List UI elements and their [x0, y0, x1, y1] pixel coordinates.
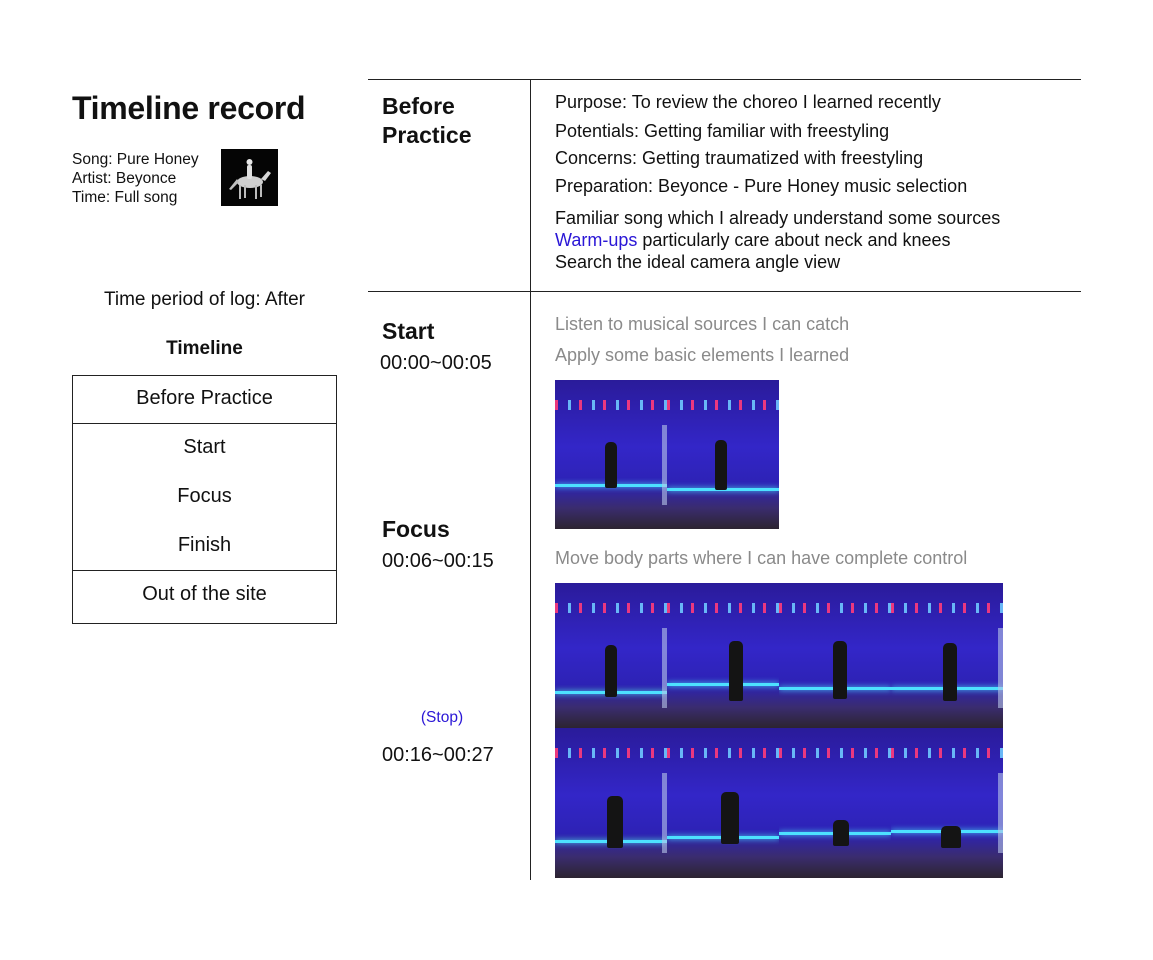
focus-video-frame: [779, 583, 891, 728]
album-cover-image: [221, 149, 278, 206]
dancer-figure: [605, 645, 617, 697]
start-line-1: Listen to musical sources I can catch: [555, 314, 850, 334]
dancer-figure: [607, 796, 623, 848]
timeline-item-finish[interactable]: Finish: [177, 534, 232, 556]
artist-name: Artist: Beyonce: [72, 170, 177, 187]
dancer-figure: [833, 820, 849, 846]
before-practice-title: Before Practice: [382, 93, 472, 148]
table-top-border: [368, 79, 1081, 80]
dancer-figure: [721, 792, 739, 844]
focus-time: 00:06~00:15: [382, 550, 494, 572]
table-row-divider: [368, 291, 1081, 292]
stage-lights: [667, 748, 779, 758]
stage-floor: [667, 683, 779, 686]
dancer-figure: [729, 641, 743, 701]
note-camera-angle: Search the ideal camera angle view: [555, 252, 841, 272]
focus-video-frame: [891, 728, 1003, 878]
timeline-nav: [72, 375, 337, 624]
dancer-figure: [943, 643, 957, 701]
song-meta: [72, 150, 199, 207]
stage-pillar: [998, 773, 1003, 853]
page-title: Timeline record: [72, 90, 306, 126]
start-line-2: Apply some basic elements I learned: [555, 345, 850, 365]
dancer-figure: [833, 641, 847, 699]
start-video-frame: [555, 380, 667, 529]
dancer-figure: [715, 440, 727, 490]
timeline-divider: [73, 570, 336, 571]
focus-video-frame: [667, 728, 779, 878]
start-title: Start: [382, 318, 435, 344]
stage-lights: [667, 400, 779, 410]
timeline-heading: Timeline: [166, 338, 243, 359]
stage-lights: [555, 603, 667, 613]
timeline-item-start[interactable]: Start: [183, 436, 226, 458]
dancer-figure: [605, 442, 617, 488]
timeline-item-focus[interactable]: Focus: [177, 485, 232, 507]
purpose-text: Purpose: To review the choreo I learned recently: [555, 92, 941, 112]
focus-video-frame: [555, 728, 667, 878]
stage-lights: [555, 748, 667, 758]
timeline-item-before-practice[interactable]: Before Practice: [136, 387, 273, 409]
start-time: 00:00~00:05: [380, 352, 492, 374]
concerns-text: Concerns: Getting traumatized with freestyling: [555, 148, 924, 168]
preparation-text: Preparation: Beyonce - Pure Honey music selection: [555, 176, 968, 196]
focus-line-1: Move body parts where I can have complete control: [555, 548, 968, 568]
stage-pillar: [998, 628, 1003, 708]
log-period-label: Time period of log: After: [103, 289, 305, 310]
timeline-item-out-of-site[interactable]: Out of the site: [142, 583, 267, 605]
stage-lights: [555, 400, 667, 410]
focus-video-frame: [555, 583, 667, 728]
potentials-text: Potentials: Getting familiar with freestyling: [555, 121, 890, 141]
stop-time: 00:16~00:27: [382, 744, 494, 766]
stage-lights: [667, 603, 779, 613]
table-column-divider: [530, 79, 531, 880]
focus-video-frame: [667, 583, 779, 728]
stage-lights: [779, 748, 891, 758]
stage-lights: [891, 603, 1003, 613]
focus-title: Focus: [382, 516, 450, 542]
timeline-divider: [73, 423, 336, 424]
note-familiar-song: Familiar song which I already understand some sources: [555, 208, 1001, 228]
dancer-figure: [941, 826, 961, 848]
horse-rider-icon: [221, 149, 278, 206]
stage-lights: [779, 603, 891, 613]
warmups-text: particularly care about neck and knees: [637, 230, 951, 250]
song-name: Song: Pure Honey: [72, 151, 199, 168]
focus-video-frame: [779, 728, 891, 878]
note-warmups: [555, 230, 951, 251]
warmups-link[interactable]: Warm-ups: [555, 230, 638, 250]
stage-lights: [891, 748, 1003, 758]
focus-video-frame: [891, 583, 1003, 728]
song-time: Time: Full song: [72, 189, 178, 206]
start-video-frame: [667, 380, 779, 529]
stop-label[interactable]: (Stop): [420, 709, 464, 726]
